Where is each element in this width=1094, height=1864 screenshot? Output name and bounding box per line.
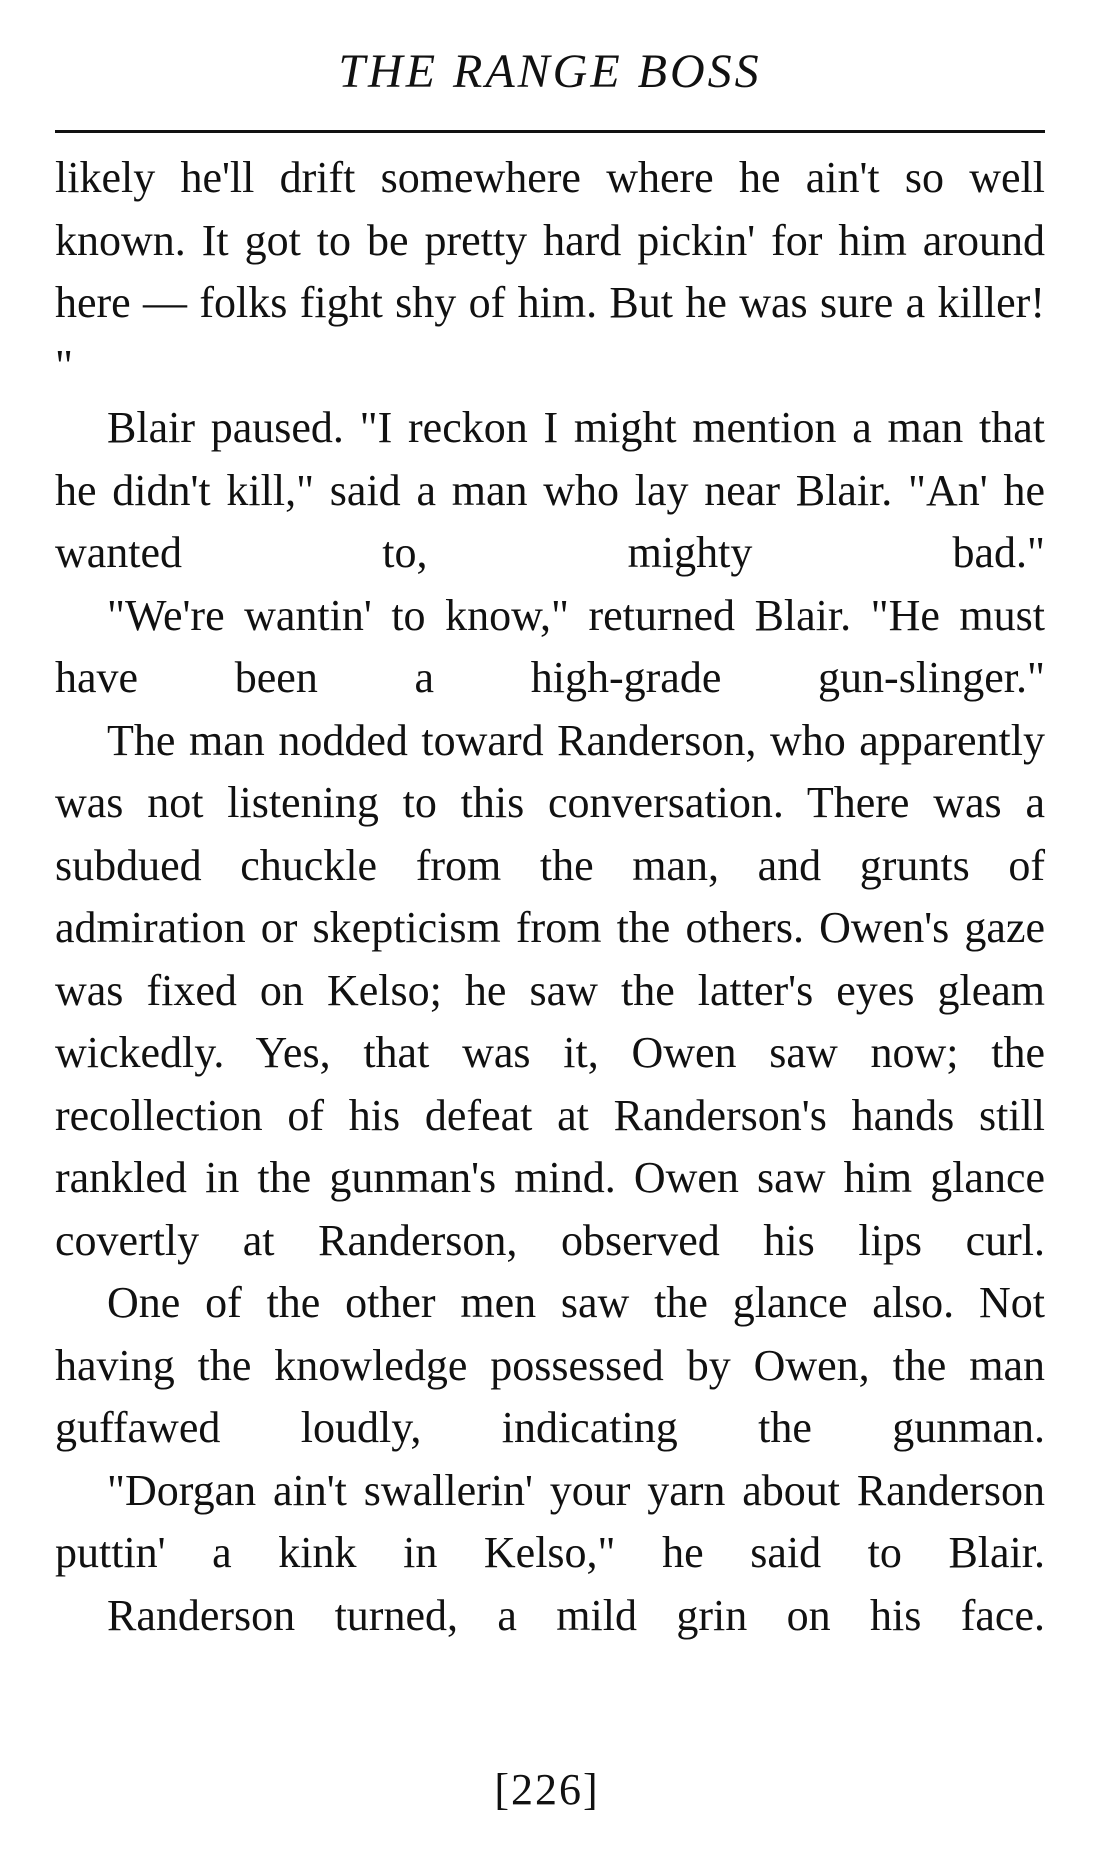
paragraph-2: Blair paused. "I reckon I might mention a man that he didn't kill," said a man who lay near Blair. "An' he wanted to, mighty bad." — [55, 403, 1045, 577]
paragraph-4: The man nodded toward Randerson, who apparently was not listening to this conversation. There was a subdued chuckle from the man, and grunts of admiration or skepticism from the others. Owen's gaze was fixed on Kelso; he saw the latter's eyes gleam wickedly. Yes, that was it, Owen saw now; the recollection of his defeat at Randerson's hands still rankled in the gunman's mind. Owen saw him glance covertly at Randerson, observed his lips curl. — [55, 715, 1045, 1265]
paragraph-5: One of the other men saw the glance also. Not having the knowledge possessed by Owen, the man guffawed loudly, indicating the gunman. — [55, 1278, 1045, 1452]
paragraph-1: likely he'll drift somewhere where he ain't so well known. It got to be pretty hard pickin' for him around here — folks fight shy of him. But he was sure a killer! " — [55, 153, 1045, 390]
body-text — [55, 147, 1045, 1647]
paragraph-6: "Dorgan ain't swallerin' your yarn about Randerson puttin' a kink in Kelso," he said to Blair. — [55, 1465, 1045, 1577]
running-head: THE RANGE BOSS — [338, 45, 762, 98]
paragraph-3: "We're wantin' to know," returned Blair. "He must have been a high-grade gun-slinger." — [55, 590, 1045, 702]
page-number: [226] — [494, 1765, 600, 1814]
paragraph-7: Randerson turned, a mild grin on his face. — [107, 1590, 1045, 1640]
book-page — [55, 30, 1045, 1647]
header-rule — [55, 130, 1045, 133]
